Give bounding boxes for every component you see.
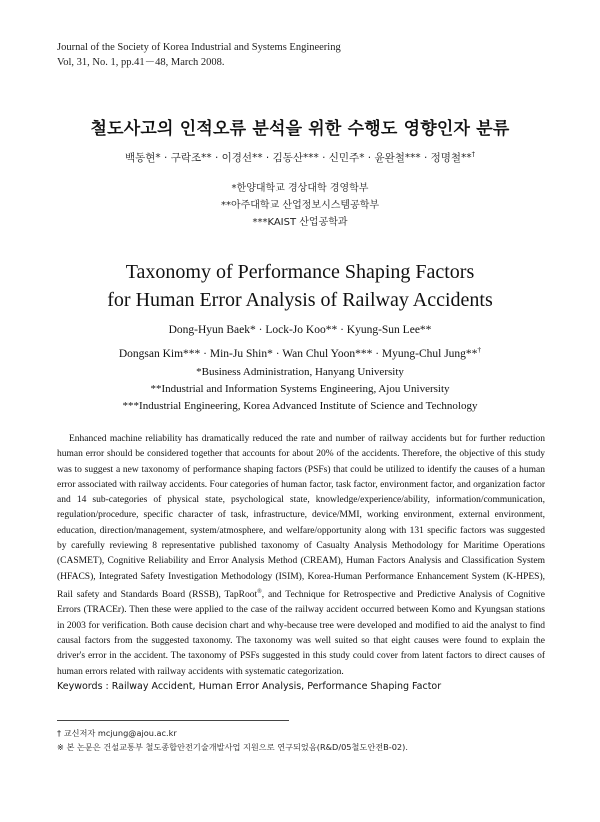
footnote: ※ 본 논문은 건설교통부 철도종합안전기술개발사업 지원으로 연구되었음(R&D/05철도안전B-02). — [57, 742, 408, 752]
korean-affiliation: ***KAIST 산업공학과 — [252, 217, 348, 228]
footnotes — [57, 726, 408, 754]
keywords-label: Keywords — [57, 681, 103, 692]
english-affiliation: ***Industrial Engineering, Korea Advanced Institute of Science and Technology — [122, 400, 478, 412]
english-authors — [0, 320, 600, 364]
journal-name: Journal of the Society of Korea Industrial and Systems Engineering — [57, 42, 341, 53]
footnote: † 교신저자 mcjung@ajou.ac.kr — [57, 728, 177, 738]
english-title — [0, 258, 600, 314]
korean-author-list: 백동현* · 구락조** · 이경선** · 김동산*** · 신민주* · 윤완철*** · 정명철** — [125, 152, 472, 164]
korean-authors — [0, 150, 600, 165]
footnote-divider — [57, 720, 289, 721]
english-author-line: Dong-Hyun Baek* · Lock-Jo Koo** · Kyung-Sun Lee** — [168, 324, 432, 336]
keywords — [57, 681, 441, 692]
abstract — [57, 432, 545, 680]
english-title-line: for Human Error Analysis of Railway Accidents — [107, 289, 493, 311]
english-affiliation: *Business Administration, Hanyang University — [196, 366, 404, 378]
english-affiliation: **Industrial and Information Systems Engineering, Ajou University — [150, 383, 450, 395]
korean-title: 철도사고의 인적오류 분석을 위한 수행도 영향인자 분류 — [90, 119, 510, 139]
keywords-separator: : — [102, 681, 112, 692]
english-title-line: Taxonomy of Performance Shaping Factors — [125, 261, 475, 283]
corresponding-mark: † — [477, 345, 482, 354]
abstract-text: Enhanced machine reliability has dramatically reduced the rate and number of railway accidents but for further reduction human error should be considered together that accounts for about 20% of the accidents. Therefore, the objective of this study was to suggest a new taxonomy of performance shaping factors (PSFs) that could be utilized to identify the causes of a human error associated with railway accidents. Four categories of human factor, task factor, environment factor, and organization factor and 14 sub-categories of physical state, psychological state, knowledge/experience/ability, information/communication, regulation/procedure, specific character of task, infrastructure, device/MMI, working environment, external environment, education, direction/management, system/atmosphere, and welfare/opportunity along with 131 specific factors was suggested by carefully reviewing 8 representative published taxonomy of Casualty Analysis Methodology for Maritime Operations (CASMET), Cognitive Reliability and Error Analysis Method (CREAM), Human Factors Analysis and Classification System (HFACS), Integrated Safety Investigation Methodology (ISIM), Korea-Human Performance Enhancement System (K-HPES), Rail safety and Standards Board (RSSB), TapRoot — [57, 434, 545, 601]
corresponding-mark: † — [471, 150, 475, 159]
korean-affiliation: **아주대학교 산업정보시스템공학부 — [220, 200, 380, 211]
keywords-text: Railway Accident, Human Error Analysis, Performance Shaping Factor — [111, 681, 442, 692]
english-affiliations — [0, 364, 600, 415]
journal-citation: Vol, 31, No. 1, pp.41－48, March 2008. — [57, 57, 225, 68]
registered-mark: ® — [257, 588, 262, 595]
korean-affiliation: *한양대학교 경상대학 경영학부 — [231, 183, 369, 194]
english-author-list: Dongsan Kim*** · Min-Ju Shin* · Wan Chul Yoon*** · Myung-Chul Jung** — [118, 347, 478, 360]
journal-header — [57, 40, 341, 70]
abstract-text: , and Technique for Retrospective and Predictive Analysis of Cognitive Errors (TRACEr). Then these were applied to the case of the railway accident occurred between Komo and Kyungsan stations in 2003 for verification. Both cause decision chart and why-because tree were developed and modified to aid the analyst to find causal factors from the suggested taxonomy. The taxonomy was well suited so that eight causes were found to explain the driver's error in the accident. The taxonomy of PSFs suggested in this study could cover from latent factors to direct causes of human errors related with railway accidents with systematic categorization. — [57, 590, 545, 677]
english-author-line — [0, 340, 600, 364]
korean-affiliations — [0, 180, 600, 231]
